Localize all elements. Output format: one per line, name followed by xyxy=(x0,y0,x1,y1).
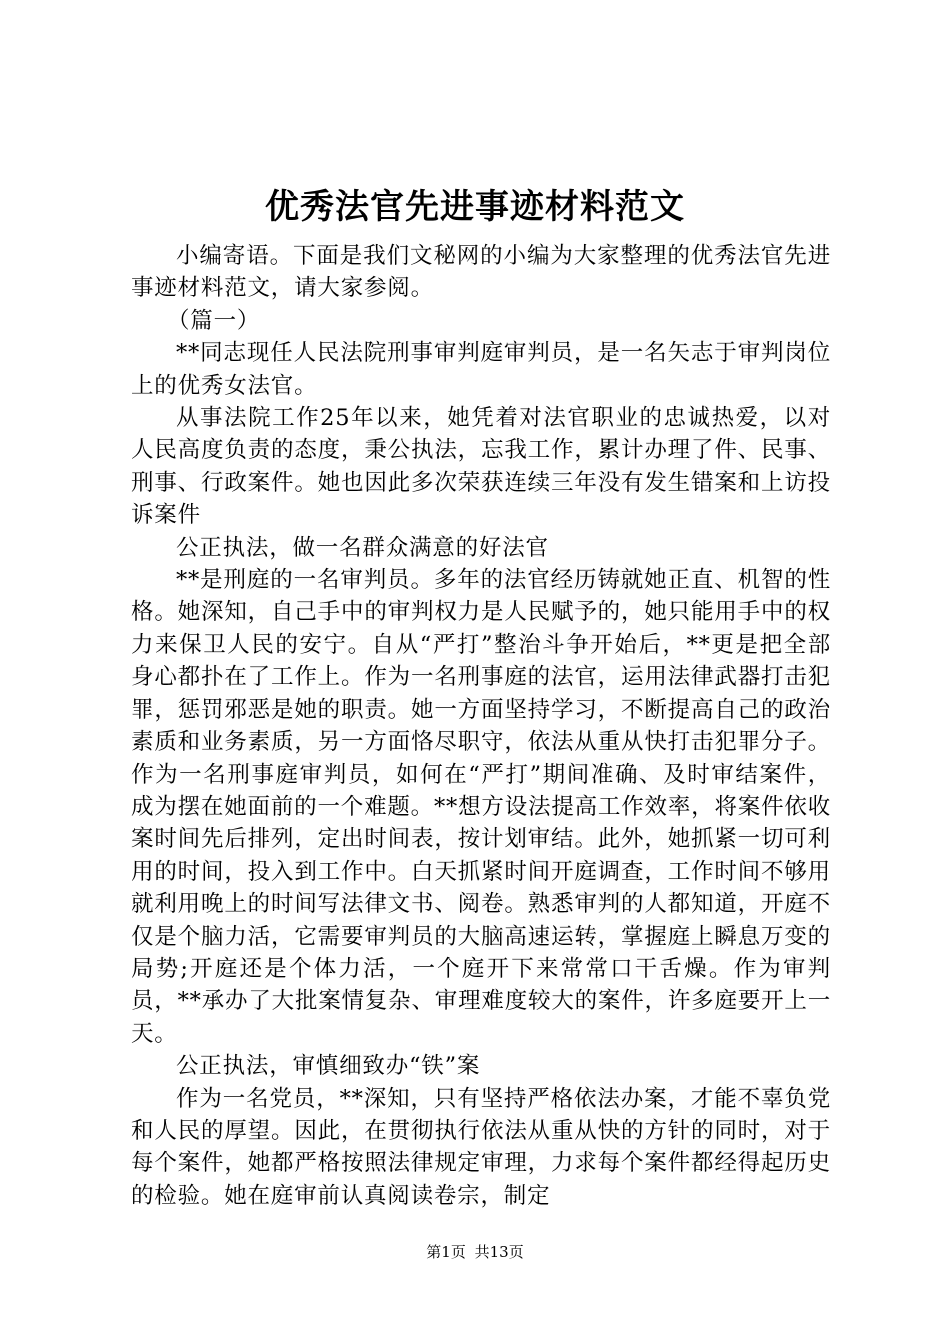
page-footer xyxy=(0,1240,950,1264)
body-paragraph: **是刑庭的一名审判员。多年的法官经历铸就她正直、机智的性格。她深知，自己手中的审判权力是人民赋予的，她只能用手中的权力来保卫人民的安宁。自从“严打”整治斗争开始后，**更是把全部身心都扑在了工作上。作为一名刑事庭的法官，运用法律武器打击犯罪，惩罚邪恶是她的职责。她一方面坚持学习，不断提高自己的政治素质和业务素质，另一方面恪尽职守，依法从重从快打击犯罪分子。作为一名刑事庭审判员，如何在“严打”期间准确、及时审结案件，成为摆在她面前的一个难题。**想方设法提高工作效率，将案件依收案时间先后排列，定出时间表，按计划审结。此外，她抓紧一切可利用的时间，投入到工作中。白天抓紧时间开庭调查，工作时间不够用就利用晚上的时间写法律文书、阅卷。熟悉审判的人都知道，开庭不仅是个脑力活，它需要审判员的大脑高速运转，掌握庭上瞬息万变的局势;开庭还是个体力活，一个庭开下来常常口干舌燥。作为审判员，**承办了大批案情复杂、审理难度较大的案件，许多庭要开上一天。 xyxy=(131,567,831,1047)
body-paragraph: **同志现任人民法院刑事审判庭审判员，是一名矢志于审判岗位上的优秀女法官。 xyxy=(131,340,831,399)
body-paragraph: 从事法院工作25年以来，她凭着对法官职业的忠诚热爱，以对人民高度负责的态度，秉公执法，忘我工作，累计办理了件、民事、刑事、行政案件。她也因此多次荣获连续三年没有发生错案和上访投诉案件 xyxy=(131,405,831,529)
section-label: （篇一） xyxy=(167,307,261,334)
section-heading: 公正执法，做一名群众满意的好法官 xyxy=(176,534,549,561)
document-title: 优秀法官先进事迹材料范文 xyxy=(265,187,685,227)
section-heading: 公正执法，审慎细致办“铁”案 xyxy=(176,1053,481,1080)
intro-paragraph: 小编寄语。下面是我们文秘网的小编为大家整理的优秀法官先进事迹材料范文，请大家参阅。 xyxy=(131,243,831,302)
document-body xyxy=(131,240,831,1212)
page-total: 共13页 xyxy=(474,1243,524,1261)
page-number: 第1页 xyxy=(426,1243,466,1261)
body-paragraph: 作为一名党员，**深知，只有坚持严格依法办案，才能不辜负党和人民的厚望。因此，在贯彻执行依法从重从快的方针的同时，对于每个案件，她都严格按照法律规定审理，力求每个案件都经得起历史的检验。她在庭审前认真阅读卷宗，制定 xyxy=(131,1085,831,1209)
